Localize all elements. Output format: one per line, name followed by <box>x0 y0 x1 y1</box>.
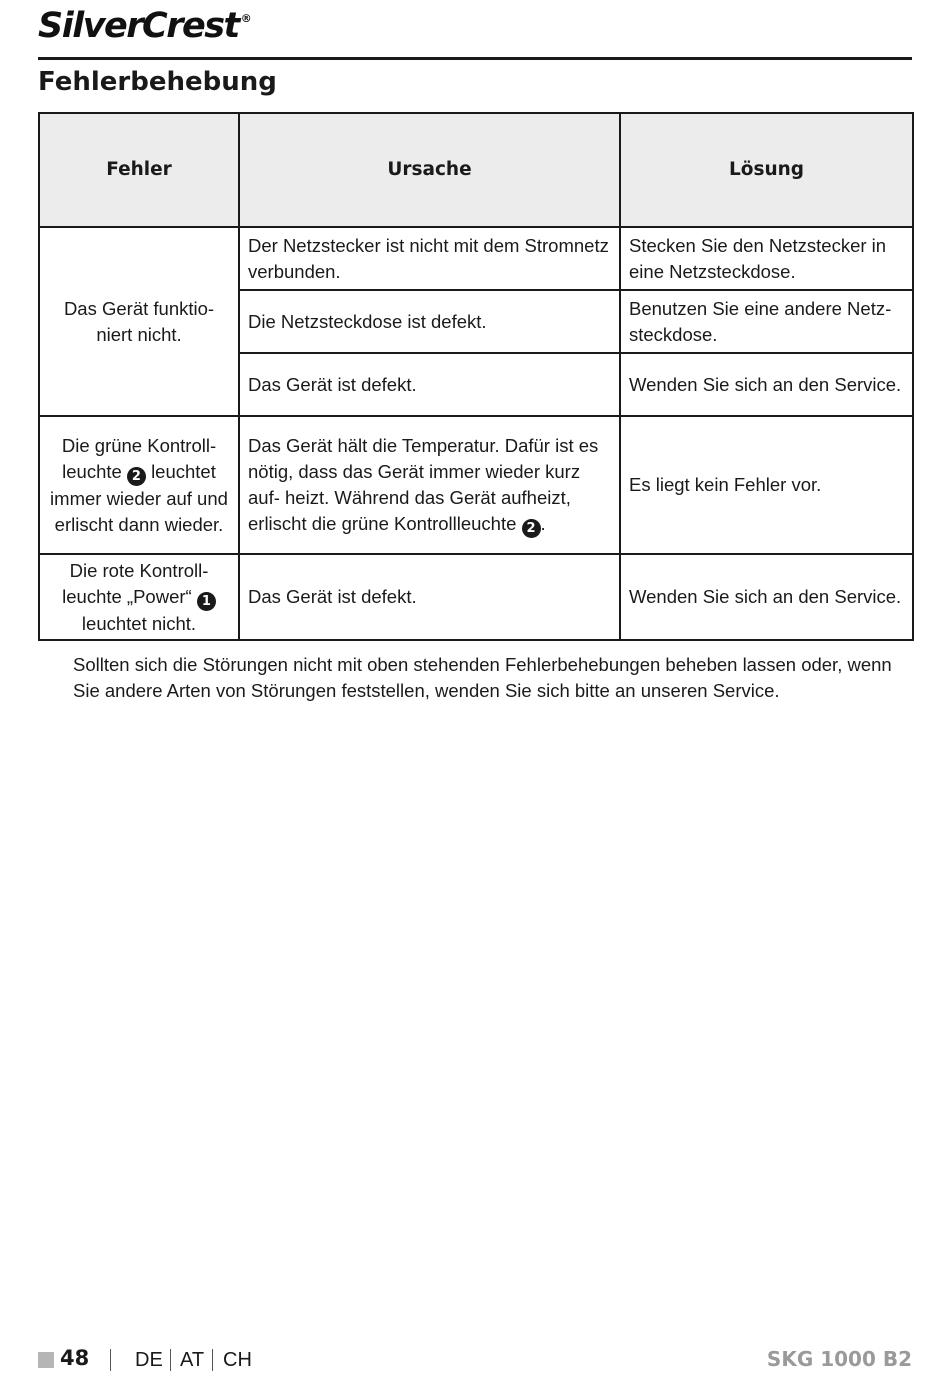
country-code: DE <box>135 1349 163 1371</box>
cause-cell: Der Netzstecker ist nicht mit dem Stromnetz verbunden. <box>239 227 620 290</box>
solution-cell: Benutzen Sie eine andere Netz- steckdose. <box>620 290 913 353</box>
page-footer <box>38 1346 912 1376</box>
cause-text: . <box>540 512 546 534</box>
registered-mark: ® <box>240 12 252 25</box>
footer-divider <box>170 1349 171 1371</box>
page-number: 48 <box>60 1346 90 1370</box>
solution-cell: Wenden Sie sich an den Service. <box>620 554 913 640</box>
fault-cell: Das Gerät funktio- niert nicht. <box>39 227 239 416</box>
cause-cell <box>239 416 620 554</box>
cause-text: Das Gerät hält die Temperatur. Dafür ist es nötig, dass das Gerät immer wieder kurz auf- heizt. Während das Gerät aufheizt, erlischt die grüne Kontrollleuchte <box>248 434 599 534</box>
header-rule <box>38 57 912 60</box>
table-header-row <box>39 113 913 227</box>
footer-divider <box>212 1349 213 1371</box>
cause-cell: Das Gerät ist defekt. <box>239 554 620 640</box>
footer-divider <box>110 1349 111 1371</box>
troubleshooting-table <box>38 112 914 641</box>
cause-cell: Die Netzsteckdose ist defekt. <box>239 290 620 353</box>
fault-text: Die rote Kontroll- leuchte „Power“ <box>62 559 209 607</box>
service-note: Sollten sich die Störungen nicht mit oben stehenden Fehlerbehebungen beheben lassen oder, wenn Sie andere Arten von Störungen feststellen, wenden Sie sich bitte an unseren Service. <box>73 654 892 701</box>
indicator-number-badge: 1 <box>197 592 216 611</box>
solution-cell: Es liegt kein Fehler vor. <box>620 416 913 554</box>
table-row <box>39 416 913 554</box>
country-code: AT <box>180 1349 205 1371</box>
page-title: Fehlerbehebung <box>38 67 277 97</box>
table-row <box>39 554 913 640</box>
brand-name: SilverCrest <box>38 6 239 46</box>
column-header-cause: Ursache <box>239 113 620 227</box>
fault-text: leuchtet nicht. <box>81 612 197 634</box>
column-header-fault: Fehler <box>39 113 239 227</box>
column-header-solution: Lösung <box>620 113 913 227</box>
cause-cell: Das Gerät ist defekt. <box>239 353 620 416</box>
page-marker-square <box>38 1352 54 1368</box>
table-row <box>39 227 913 290</box>
solution-cell: Wenden Sie sich an den Service. <box>620 353 913 416</box>
fault-cell <box>39 416 239 554</box>
solution-cell: Stecken Sie den Netzstecker in eine Netzsteckdose. <box>620 227 913 290</box>
fault-text: Die grüne Kontroll- leuchte <box>61 434 217 482</box>
indicator-number-badge: 2 <box>127 467 146 486</box>
model-number: SKG 1000 B2 <box>766 1347 912 1371</box>
country-code: CH <box>223 1349 252 1371</box>
indicator-number-badge: 2 <box>522 519 541 538</box>
fault-cell <box>39 554 239 640</box>
brand-logo <box>38 6 252 46</box>
fault-text: leuchtet immer wieder auf und erlischt dann wieder. <box>50 460 228 535</box>
